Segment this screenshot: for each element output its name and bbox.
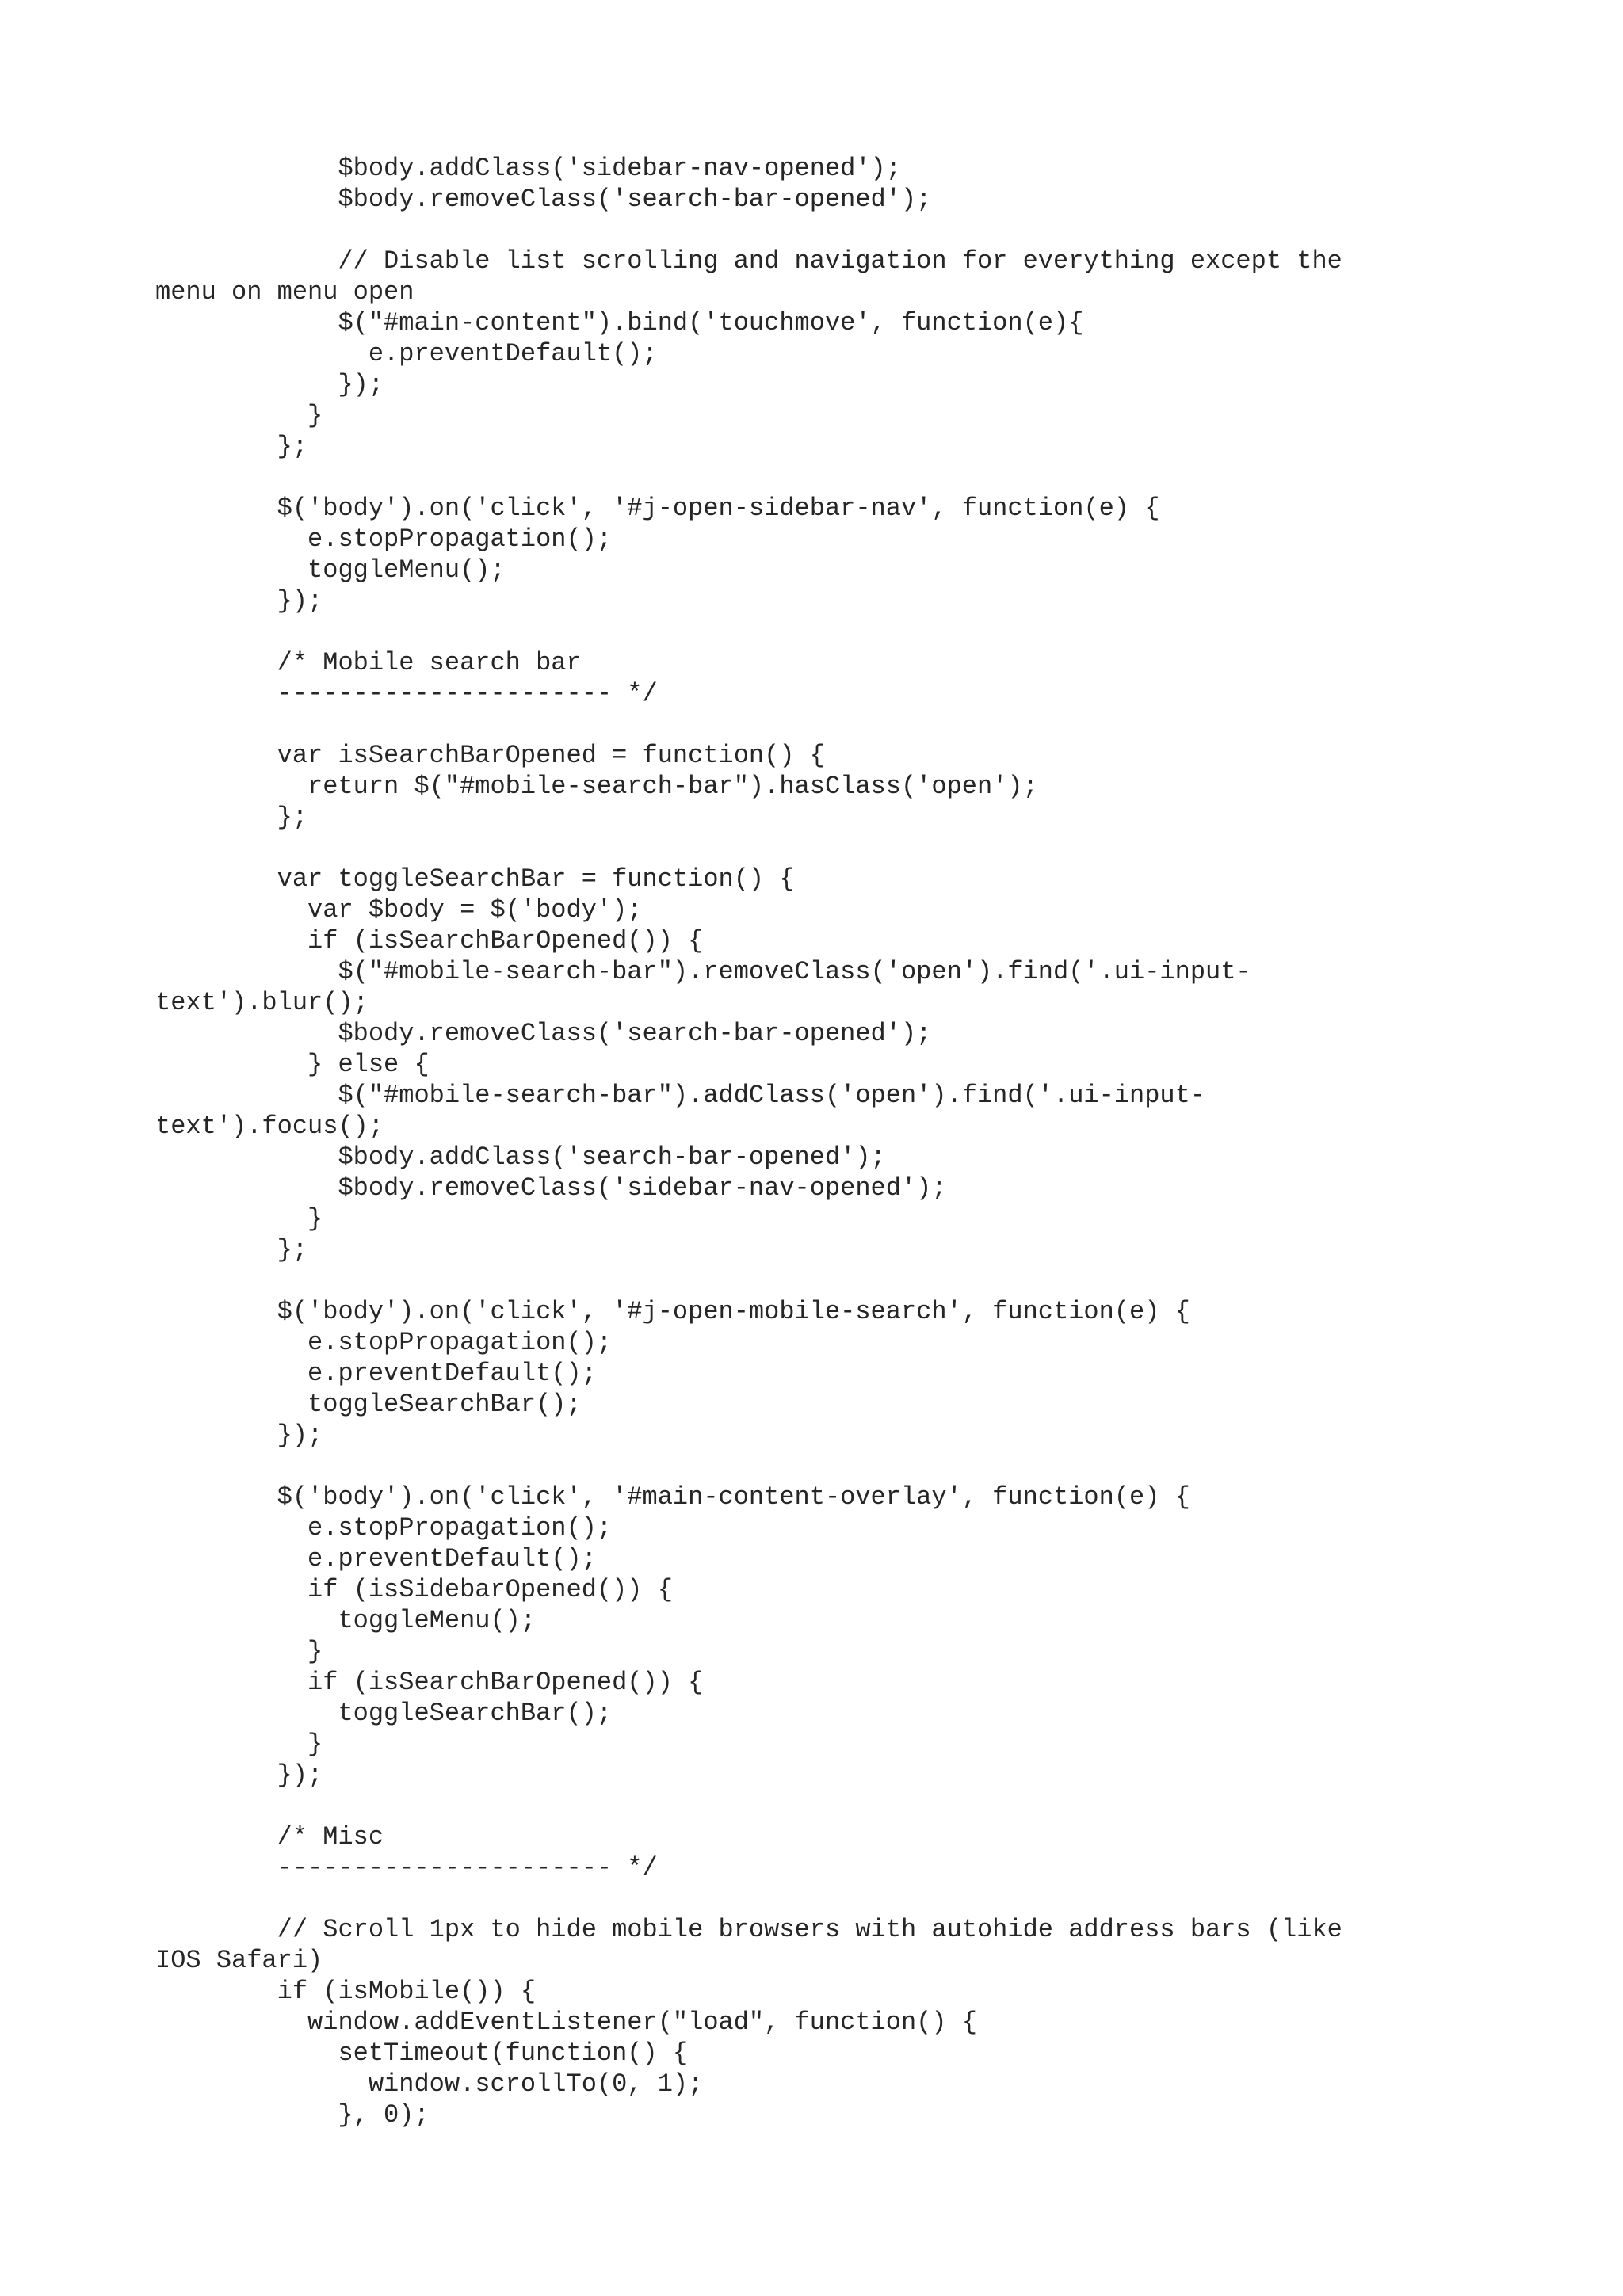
code-line: toggleSearchBar(); <box>155 1390 582 1419</box>
code-line: menu on menu open <box>155 277 414 307</box>
code-line: e.preventDefault(); <box>155 339 658 368</box>
code-line: $('body').on('click', '#j-open-mobile-search', function(e) { <box>155 1297 1190 1326</box>
code-line: window.addEventListener("load", function() { <box>155 2008 977 2037</box>
code-line: IOS Safari) <box>155 1946 323 1975</box>
code-line: e.stopPropagation(); <box>155 524 613 554</box>
code-line <box>155 1883 1342 1914</box>
code-line: $body.removeClass('search-bar-opened'); <box>155 185 932 214</box>
code-line: $("#main-content").bind('touchmove', function(e){ <box>155 308 1084 338</box>
code-line: ---------------------- */ <box>155 679 658 708</box>
code-line <box>155 215 1342 246</box>
code-line: } else { <box>155 1050 430 1079</box>
code-line: return $("#mobile-search-bar").hasClass('open'); <box>155 772 1038 801</box>
code-line <box>155 1791 1342 1821</box>
code-line: $('body').on('click', '#main-content-overlay', function(e) { <box>155 1482 1190 1512</box>
code-line <box>155 1265 1342 1296</box>
code-line: }, 0); <box>155 2100 430 2130</box>
code-line: $("#mobile-search-bar").removeClass('open').find('.ui-input- <box>155 957 1251 986</box>
code-line: window.scrollTo(0, 1); <box>155 2069 704 2099</box>
code-line: /* Mobile search bar <box>155 648 582 677</box>
code-line: }); <box>155 1760 323 1790</box>
code-line: var toggleSearchBar = function() { <box>155 864 795 894</box>
code-line: text').blur(); <box>155 988 369 1017</box>
code-line: text').focus(); <box>155 1112 384 1141</box>
code-listing <box>155 153 1342 2130</box>
code-line: e.stopPropagation(); <box>155 1328 613 1357</box>
code-line: toggleMenu(); <box>155 555 506 585</box>
code-line: ---------------------- */ <box>155 1853 658 1882</box>
code-line: }); <box>155 370 384 399</box>
code-line <box>155 1451 1342 1482</box>
code-line: var $body = $('body'); <box>155 895 643 925</box>
code-line: /* Misc <box>155 1822 384 1852</box>
code-line: } <box>155 1730 323 1759</box>
code-line: e.preventDefault(); <box>155 1359 597 1388</box>
code-line: } <box>155 1637 323 1666</box>
code-line: $("#mobile-search-bar").addClass('open').find('.ui-input- <box>155 1081 1206 1110</box>
code-line <box>155 616 1342 647</box>
code-line: toggleMenu(); <box>155 1606 537 1635</box>
code-line: // Disable list scrolling and navigation for everything except the <box>155 246 1342 276</box>
code-line: e.stopPropagation(); <box>155 1513 613 1543</box>
code-line: $body.addClass('sidebar-nav-opened'); <box>155 154 901 183</box>
code-line: if (isSearchBarOpened()) { <box>155 1668 704 1697</box>
code-line: }); <box>155 1421 323 1450</box>
code-line: } <box>155 1204 323 1234</box>
code-line <box>155 709 1342 740</box>
code-line: e.preventDefault(); <box>155 1544 597 1573</box>
code-line <box>155 462 1342 493</box>
code-line: if (isSidebarOpened()) { <box>155 1575 673 1604</box>
code-line: // Scroll 1px to hide mobile browsers with autohide address bars (like <box>155 1915 1342 1944</box>
code-line: setTimeout(function() { <box>155 2039 689 2068</box>
code-line: }; <box>155 803 308 832</box>
code-line: } <box>155 401 323 430</box>
code-line: if (isMobile()) { <box>155 1977 537 2006</box>
code-line: $('body').on('click', '#j-open-sidebar-nav', function(e) { <box>155 494 1160 523</box>
code-line: }; <box>155 432 308 461</box>
code-line: $body.addClass('search-bar-opened'); <box>155 1142 886 1172</box>
code-line: if (isSearchBarOpened()) { <box>155 926 704 955</box>
code-line: }; <box>155 1235 308 1264</box>
code-line: toggleSearchBar(); <box>155 1699 613 1728</box>
code-line: $body.removeClass('search-bar-opened'); <box>155 1019 932 1048</box>
code-line: $body.removeClass('sidebar-nav-opened'); <box>155 1173 947 1203</box>
code-line <box>155 833 1342 864</box>
code-line: var isSearchBarOpened = function() { <box>155 741 825 770</box>
code-line: }); <box>155 586 323 616</box>
